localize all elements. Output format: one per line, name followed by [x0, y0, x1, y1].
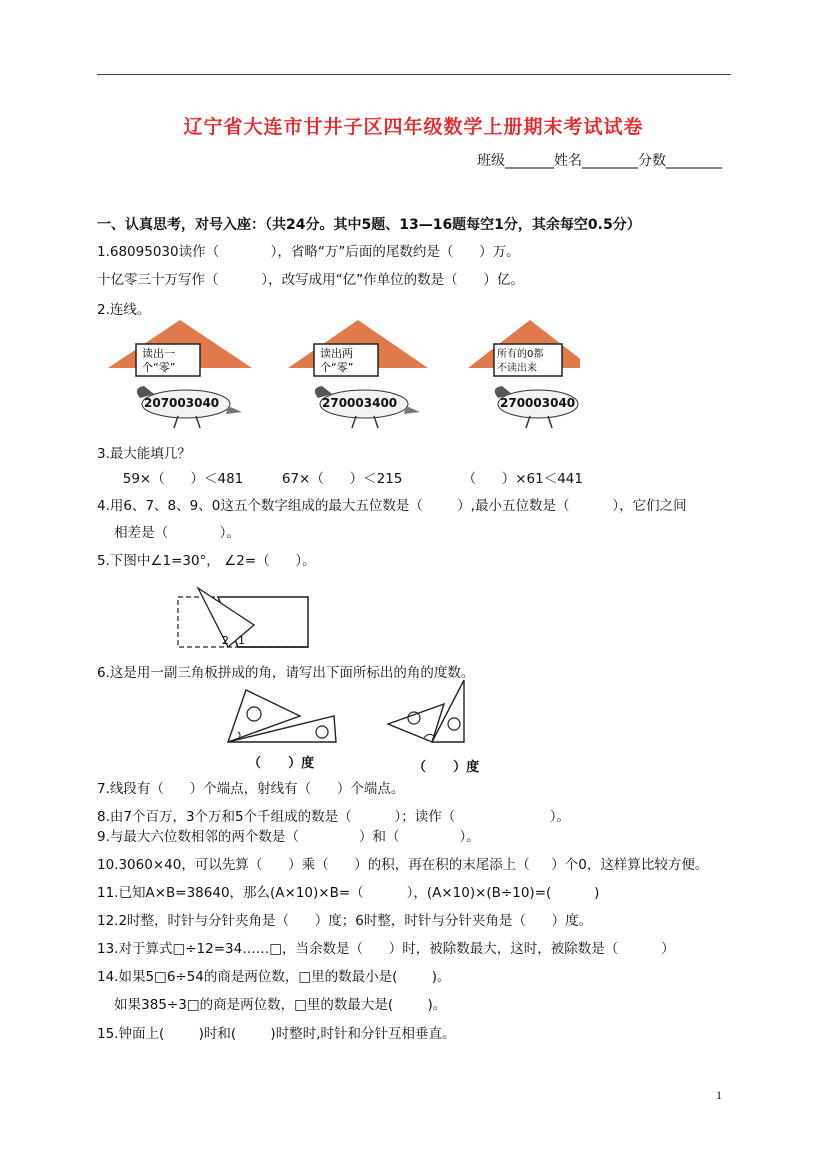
q3-items: 59×（ ）＜481 67×（ ）＜215 （ ）×61＜441 [97, 471, 583, 487]
q14-line-2: 如果385÷3□的商是两位数，□里的数最大是( )。 [97, 997, 447, 1013]
q1-line-1: 1.68095030读作（ ），省略“万”后面的尾数约是（ ）万。 [97, 244, 520, 260]
section-1-heading: 一、认真思考，对号入座：（共24分。其中5题、13—16题每空1分，其余每空0.5分） [97, 217, 641, 233]
student-info: 班级_______姓名________分数________ [477, 153, 722, 169]
card-2-text-a: 读出两 [320, 347, 353, 360]
page-number: 1 [716, 1088, 722, 1102]
matching-figure [100, 318, 580, 430]
bird-3 [495, 386, 578, 428]
card-3-text-a: 所有的0都 [497, 349, 544, 360]
q12-line: 12.2时整，时针与分针夹角是（ ）度；6时整，时针与分针夹角是（ ）度。 [97, 913, 593, 929]
header-rule [97, 74, 731, 75]
q7-line: 7.线段有（ ）个端点，射线有（ ）个端点。 [97, 781, 405, 797]
q5-heading: 5.下图中∠1=30°， ∠2=（ ）。 [97, 553, 316, 569]
q2-heading: 2.连线。 [97, 302, 151, 318]
card-3-text-b: 不读出来 [497, 363, 537, 374]
exam-title: 辽宁省大连市甘井子区四年级数学上册期末考试试卷 [183, 116, 644, 138]
card-1-text-b: 个“零” [142, 361, 176, 374]
q9-line: 9.与最大六位数相邻的两个数是（ ）和（ ）。 [97, 829, 480, 845]
angle-2-label: 2 [222, 634, 229, 647]
q15-line: 15.钟面上( )时和( )时整时,时针和分针互相垂直。 [97, 1026, 456, 1042]
q1-line-2: 十亿零三十万写作（ ），改写成用“亿”作单位的数是（ ）亿。 [97, 272, 524, 288]
bird-1 [137, 386, 242, 428]
bird-2-number: 270003400 [322, 396, 398, 410]
set-square-figure-2 [384, 680, 468, 744]
house-card-2 [288, 320, 428, 376]
q4-line-2: 相差是（ ）。 [97, 525, 240, 541]
bird-1-number: 207003040 [144, 396, 220, 410]
q3-heading: 3.最大能填几？ [97, 446, 191, 462]
fig6-caption-2: （ ）度 [413, 760, 480, 775]
angle-1-label: 1 [238, 634, 245, 647]
q14-line-1: 14.如果5□6÷54的商是两位数，□里的数最小是( )。 [97, 969, 451, 985]
q10-line: 10.3060×40，可以先算（ ）乘（ ）的积，再在积的末尾添上（ ）个0，这样算比较方便。 [97, 857, 709, 873]
q11-line: 11.已知A×B=38640，那么(A×10)×B=（ ），(A×10)×(B÷10)=( ) [97, 885, 600, 901]
fig6-caption-1: （ ）度 [248, 756, 315, 771]
card-1-text-a: 读出一 [142, 347, 175, 360]
house-card-3 [468, 320, 580, 376]
set-square-figure-1 [222, 686, 340, 746]
house-card-1 [108, 320, 252, 376]
q8-line: 8.由7个百万，3个万和5个千组成的数是（ ）；读作（ ）。 [97, 809, 570, 825]
q4-line-1: 4.用6、7、8、9、0这五个数字组成的最大五位数是（ ）,最小五位数是（ ），它们之间 [97, 498, 687, 514]
card-2-text-b: 个“零” [320, 361, 354, 374]
bird-2 [315, 386, 420, 428]
bird-3-number: 270003040 [500, 396, 576, 410]
folded-paper-figure [176, 583, 311, 651]
q6-heading: 6.这是用一副三角板拼成的角，请写出下面所标出的角的度数。 [97, 665, 475, 681]
q13-line: 13.对于算式□÷12=34……□，当余数是（ ）时，被除数最大，这时，被除数是（ ） [97, 941, 675, 957]
